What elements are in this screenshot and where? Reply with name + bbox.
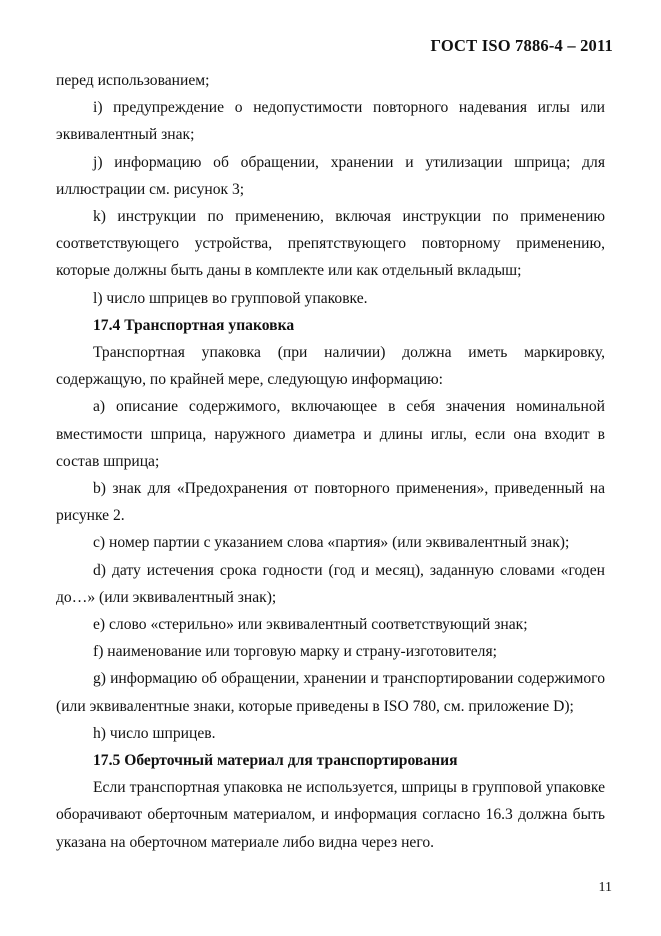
list-item-e: e) слово «стерильно» или эквивалентный соответствующий знак; — [93, 616, 528, 634]
list-item-j: j) информацию об обращении, хранении и утилизации шприца; для иллюстрации см. рисунок 3; — [56, 153, 605, 198]
list-item-i: i) предупреждение о недопустимости повторного надевания иглы или эквивалентный знак; — [56, 99, 605, 144]
section-heading-17-4: 17.4 Транспортная упаковка — [93, 316, 295, 334]
list-item-c: c) номер партии с указанием слова «партия» (или эквивалентный знак); — [93, 534, 570, 552]
list-item-f: f) наименование или торговую марку и страну-изготовителя; — [93, 643, 497, 661]
section-17-5-text: Если транспортная упаковка не используется, шприцы в групповой упаковке оборачивают оберточным материалом, и информация согласно 16.3 должна быть указана на оберточном материале либо видна через него. — [56, 779, 605, 851]
list-item-g: g) информацию об обращении, хранении и транспортировании содержимого (или эквивалентные знаки, которые приведены в ISO 780, см. приложение D); — [56, 670, 605, 715]
continuation-paragraph: перед использованием; — [56, 72, 210, 89]
list-item-b: b) знак для «Предохранения от повторного применения», приведенный на рисунке 2. — [56, 480, 605, 525]
list-item-h: h) число шприцев. — [93, 724, 216, 742]
page-number: 11 — [598, 880, 612, 895]
list-item-a: a) описание содержимого, включающее в себя значения номинальной вместимости шприца, наружного диаметра и длины иглы, если она входит в состав шприца; — [56, 398, 605, 470]
document-code-header: ГОСТ ISO 7886-4 – 2011 — [430, 36, 613, 55]
page-body — [56, 67, 605, 856]
list-item-d: d) дату истечения срока годности (год и месяц), заданную словами «годен до…» (или эквивалентный знак); — [56, 561, 605, 606]
list-item-k: k) инструкции по применению, включая инструкции по применению соответствующего устройства, препятствующего повторному применению, которые должны быть даны в комплекте или как отдельный вкладыш; — [56, 208, 605, 280]
list-item-l: l) число шприцев во групповой упаковке. — [93, 289, 368, 307]
section-heading-17-5: 17.5 Оберточный материал для транспортирования — [93, 752, 458, 770]
section-17-4-intro: Транспортная упаковка (при наличии) должна иметь маркировку, содержащую, по крайней мере, следующую информацию: — [56, 344, 605, 389]
